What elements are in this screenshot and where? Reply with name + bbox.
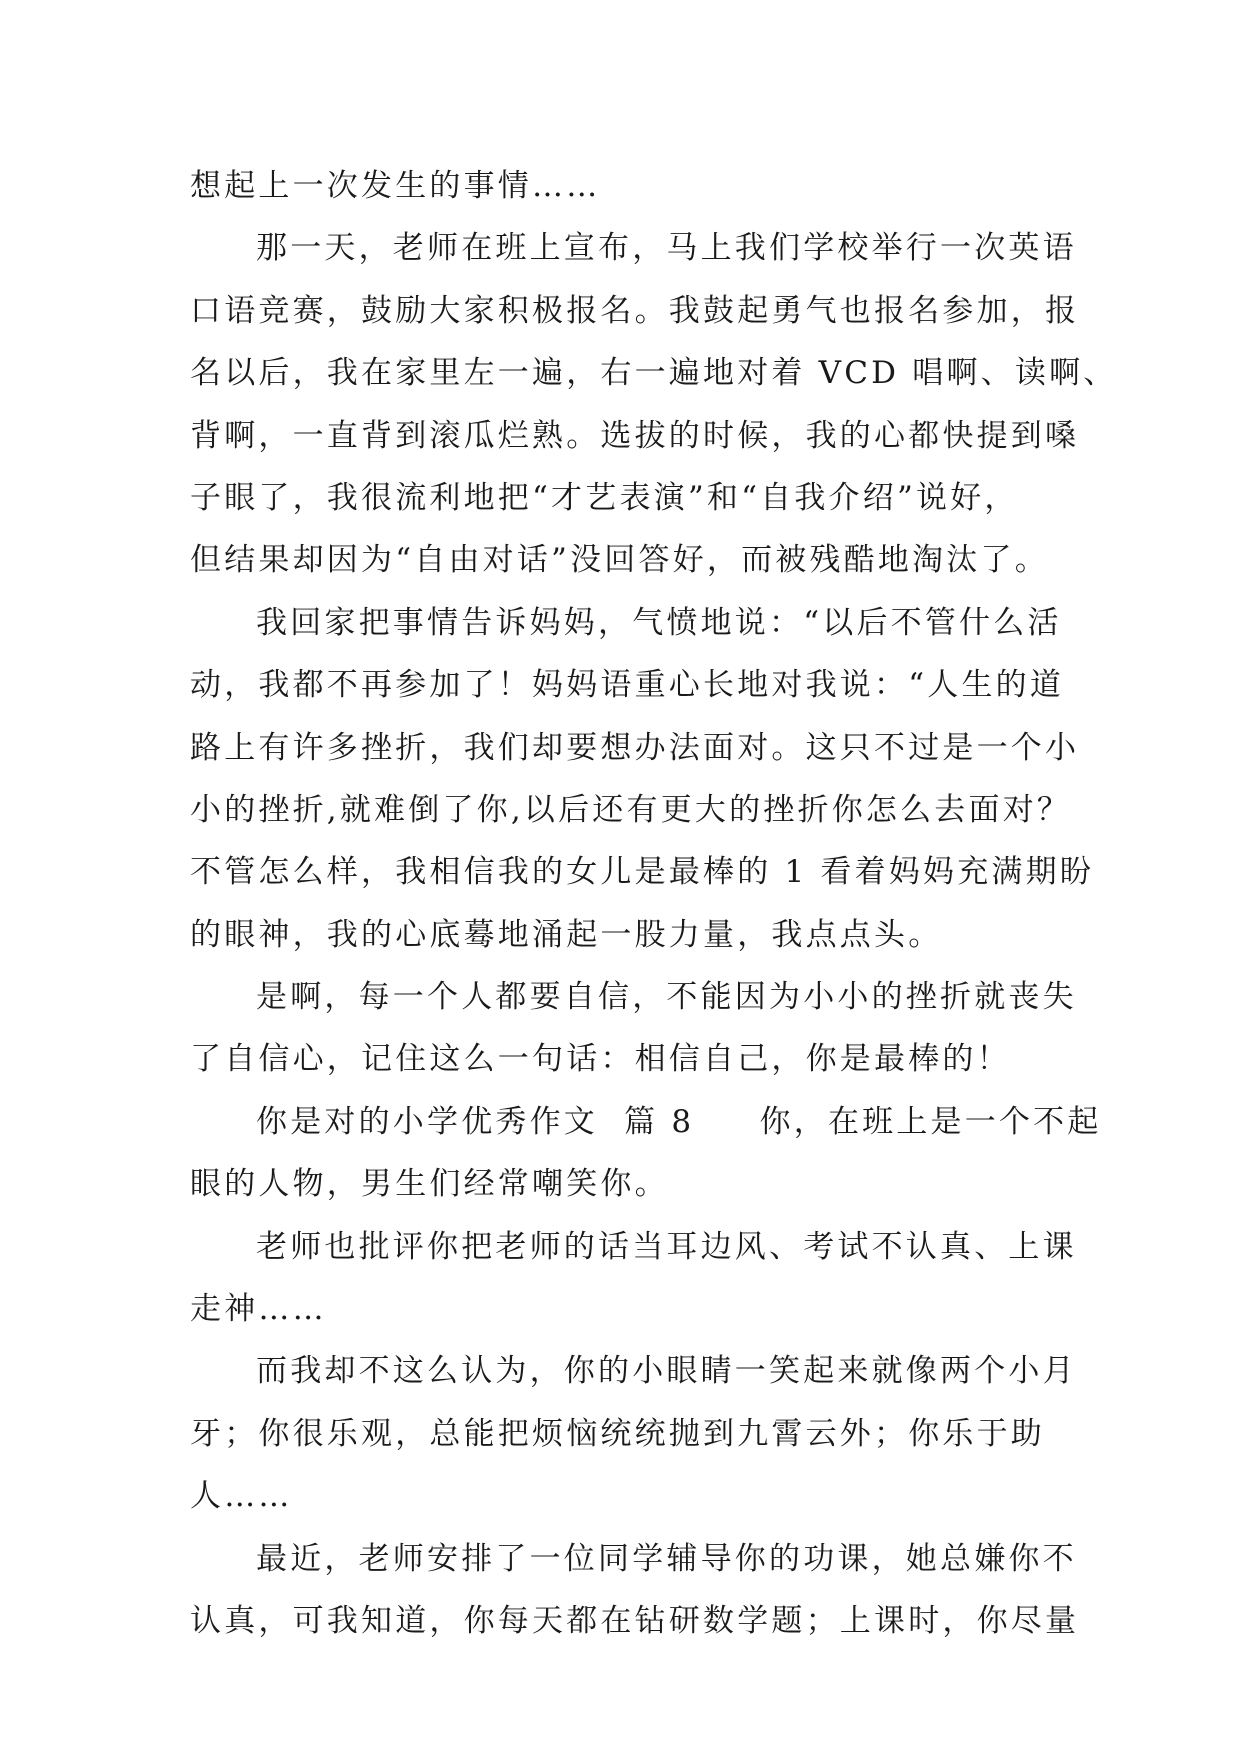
text-line: 动，我都不再参加了！妈妈语重心长地对我说：“人生的道 [190, 667, 1065, 704]
text-line: 走神…… [190, 1291, 327, 1328]
text-line: 那一天，老师在班上宣布，马上我们学校举行一次英语 [256, 230, 1077, 267]
text-line: 最近，老师安排了一位同学辅导你的功课，她总嫌你不 [256, 1540, 1077, 1577]
document-body [190, 155, 1118, 1652]
text-line: 口语竞赛，鼓励大家积极报名。我鼓起勇气也报名参加，报 [190, 292, 1080, 329]
text-line: 是啊，每一个人都要自信，不能因为小小的挫折就丧失 [256, 979, 1077, 1016]
text-line: 名以后，我在家里左一遍，右一遍地对着 VCD 唱啊、读啊、 [190, 355, 1118, 392]
text-line: 认真，可我知道，你每天都在钻研数学题；上课时，你尽量 [190, 1602, 1080, 1639]
text-line: 背啊，一直背到滚瓜烂熟。选拔的时候，我的心都快提到嗓 [190, 417, 1080, 454]
text-line: 了自信心，记住这么一句话：相信自己，你是最棒的！ [190, 1041, 1011, 1078]
section-heading-line: 你是对的小学优秀作文 篇 8 你，在班上是一个不起 [256, 1103, 1102, 1140]
text-line: 而我却不这么认为，你的小眼睛一笑起来就像两个小月 [256, 1353, 1077, 1390]
text-line: 路上有许多挫折，我们却要想办法面对。这只不过是一个小 [190, 729, 1080, 766]
text-line: 我回家把事情告诉妈妈，气愤地说：“以后不管什么活 [256, 604, 1062, 641]
text-line: 人…… [190, 1478, 293, 1515]
text-line: 小的挫折,就难倒了你,以后还有更大的挫折你怎么去面对？ [190, 791, 1072, 828]
text-line: 想起上一次发生的事情…… [190, 168, 601, 204]
text-line: 老师也批评你把老师的话当耳边风、考试不认真、上课 [256, 1228, 1077, 1265]
text-line: 不管怎么样，我相信我的女儿是最棒的 1 看着妈妈充满期盼 [190, 854, 1095, 891]
text-line: 子眼了，我很流利地把“才艺表演”和“自我介绍”说好， [190, 479, 1019, 516]
text-line: 但结果却因为“自由对话”没回答好，而被残酷地淘汰了。 [190, 542, 1049, 579]
text-line: 牙；你很乐观，总能把烦恼统统抛到九霄云外；你乐于助 [190, 1415, 1045, 1452]
text-line: 眼的人物，男生们经常嘲笑你。 [190, 1166, 669, 1203]
text-line: 的眼神，我的心底蓦地涌起一股力量，我点点头。 [190, 916, 943, 953]
